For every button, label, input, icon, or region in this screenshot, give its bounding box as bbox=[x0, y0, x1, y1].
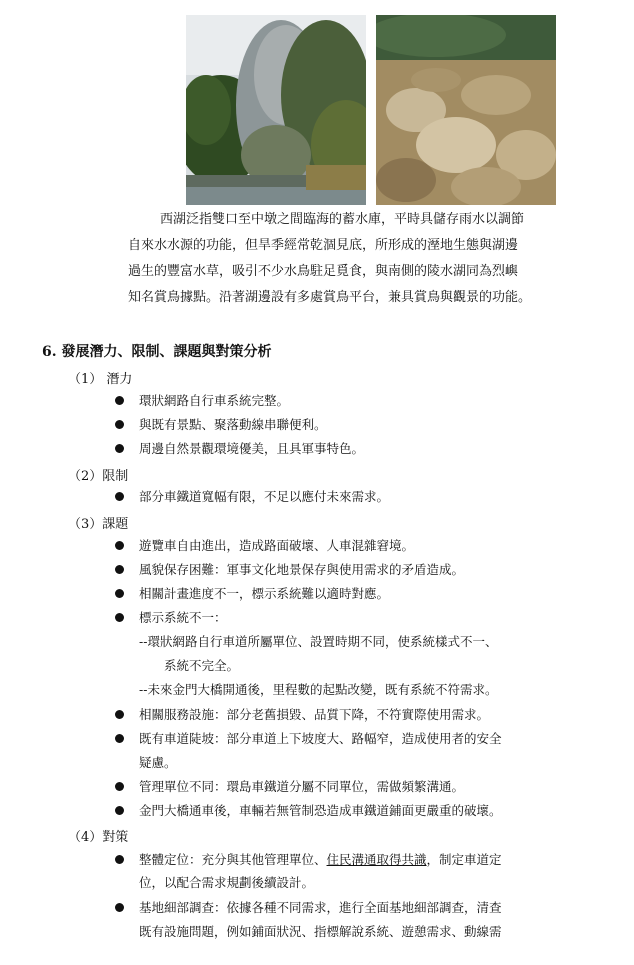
bullet-dot-icon bbox=[115, 444, 124, 453]
subheading-measures: （4）對策 bbox=[68, 830, 129, 845]
sub-list-item: --未來金門大橋開通後，里程數的起點改變，既有系統不符需求。 bbox=[139, 682, 498, 697]
sub-list-item: --環狀網路自行車道所屬單位、設置時期不同，使系統樣式不一、 bbox=[139, 634, 498, 649]
list-item: 金門大橋通車後，車輛若無管制恐造成車鐵道鋪面更嚴重的破壞。 bbox=[115, 799, 615, 822]
bullet-dot-icon bbox=[115, 613, 124, 622]
list-item: 環狀網路自行車系統完整。 bbox=[115, 389, 615, 412]
list-item: 與既有景點、聚落動線串聯便利。 bbox=[115, 413, 615, 436]
bullet-dot-icon bbox=[115, 565, 124, 574]
list-item: 基地細部調查：依據各種不同需求，進行全面基地細部調查，清查 bbox=[115, 896, 615, 919]
intro-line: 自來水水源的功能，但旱季經常乾涸見底，所形成的溼地生態與湖邊 bbox=[128, 238, 519, 253]
bullet-dot-icon bbox=[115, 903, 124, 912]
underlined-text: 住民溝通取得共識 bbox=[326, 852, 427, 867]
list-item-cont: 既有設施問題，例如鋪面狀況、指標解說系統、遊憩需求、動線需 bbox=[139, 924, 502, 939]
list-item-cont: 位，以配合需求規劃後續設計。 bbox=[139, 875, 315, 890]
list-item: 風貌保存困難：軍事文化地景保存與使用需求的矛盾造成。 bbox=[115, 558, 615, 581]
list-item: 相關服務設施：部分老舊損毀、品質下降，不符實際使用需求。 bbox=[115, 703, 615, 726]
bullet-dot-icon bbox=[115, 492, 124, 501]
bullet-dot-icon bbox=[115, 855, 124, 864]
bullet-dot-icon bbox=[115, 420, 124, 429]
subheading-issues: （3）課題 bbox=[68, 517, 129, 532]
bullet-dot-icon bbox=[115, 782, 124, 791]
bullet-dot-icon bbox=[115, 396, 124, 405]
sub-list-item-cont: 系統不完全。 bbox=[164, 658, 240, 673]
bullet-dot-icon bbox=[115, 734, 124, 743]
list-item: 整體定位：充分與其他管理單位、住民溝通取得共識，制定車道定 bbox=[115, 848, 615, 871]
pampas-grass-photo bbox=[376, 15, 556, 205]
list-item: 管理單位不同：環島車鐵道分屬不同單位，需做頻繁溝通。 bbox=[115, 775, 615, 798]
subheading-limits: （2）限制 bbox=[68, 469, 129, 484]
list-item: 標示系統不一： bbox=[115, 606, 615, 629]
bullet-dot-icon bbox=[115, 589, 124, 598]
subheading-potential: （1） 潛力 bbox=[68, 372, 133, 387]
intro-paragraph bbox=[128, 207, 608, 311]
list-item: 部分車鐵道寬幅有限，不足以應付未來需求。 bbox=[115, 485, 615, 508]
intro-line: 過生的豐富水草，吸引不少水鳥駐足覓食，與南側的陵水湖同為烈嶼 bbox=[128, 264, 519, 279]
bird-colony-trees-photo bbox=[186, 15, 366, 205]
section-title: 6. 發展潛力、限制、課題與對策分析 bbox=[42, 344, 272, 360]
intro-line: 知名賞鳥據點。沿著湖邊設有多處賞鳥平台，兼具賞鳥與觀景的功能。 bbox=[128, 290, 532, 305]
bullet-dot-icon bbox=[115, 806, 124, 815]
list-item: 周邊自然景觀環境優美，且具軍事特色。 bbox=[115, 437, 615, 460]
bullet-dot-icon bbox=[115, 710, 124, 719]
bullet-dot-icon bbox=[115, 541, 124, 550]
list-item: 既有車道陡坡：部分車道上下坡度大、路幅窄，造成使用者的安全 bbox=[115, 727, 615, 750]
list-item: 相關計畫進度不一，標示系統難以適時對應。 bbox=[115, 582, 615, 605]
intro-line: 西湖泛指雙口至中墩之間臨海的蓄水庫，平時具儲存雨水以調節 bbox=[160, 212, 525, 227]
list-item-cont: 疑慮。 bbox=[139, 755, 177, 770]
list-item: 遊覽車自由進出，造成路面破壞、人車混雜窘境。 bbox=[115, 534, 615, 557]
